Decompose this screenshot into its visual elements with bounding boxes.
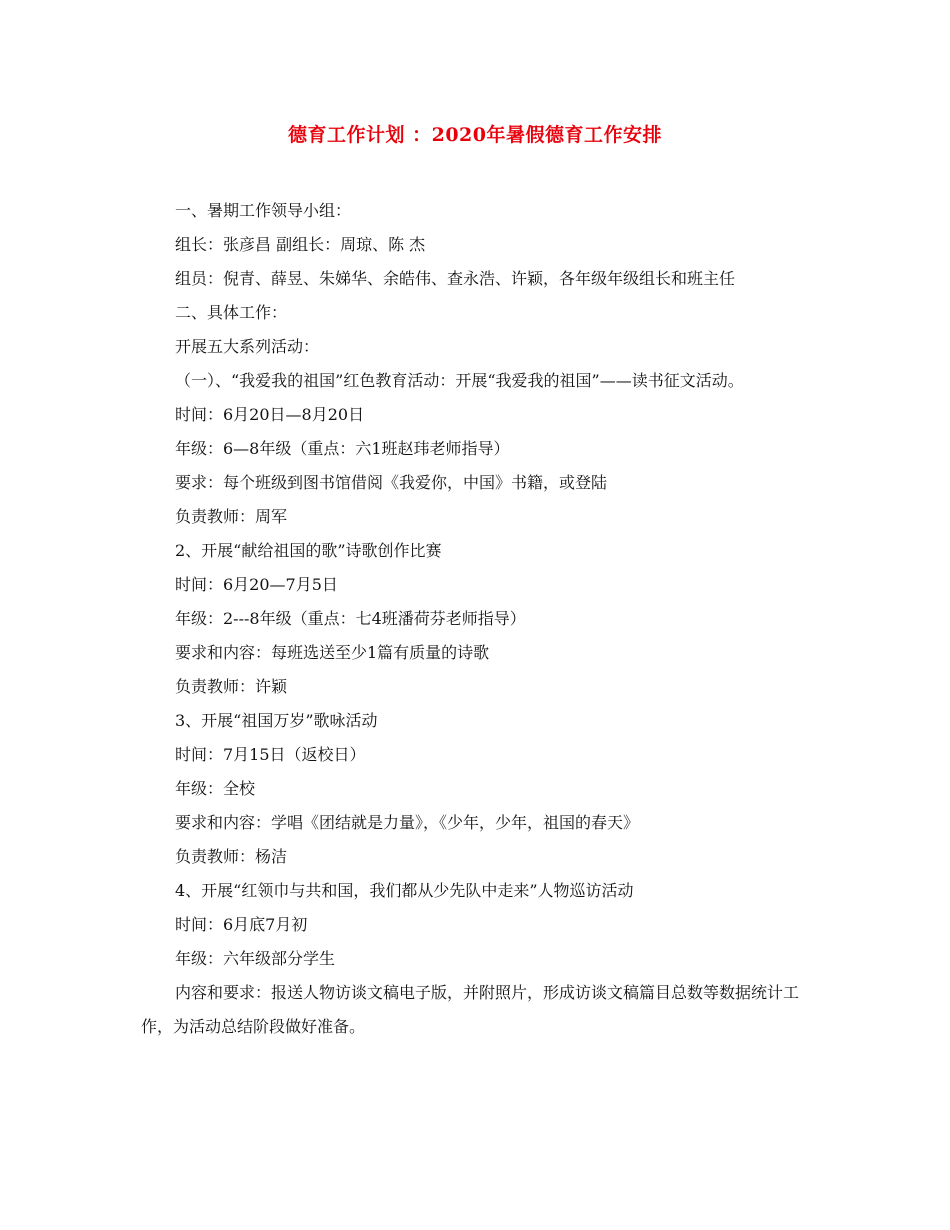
paragraph-activity-3: 3、开展“祖国万岁”歌咏活动: [175, 711, 378, 730]
paragraph-activity-2-time: 时间：6月20—7月5日: [175, 575, 338, 594]
paragraph-activity-4-requirement: 内容和要求：报送人物访谈文稿电子版，并附照片，形成访谈文稿篇目总数等数据统计工作，为活动总结阶段做好准备。: [141, 983, 800, 1036]
paragraph-activity-2: 2、开展“献给祖国的歌”诗歌创作比赛: [175, 541, 442, 560]
paragraph-five-series: 开展五大系列活动：: [175, 337, 320, 356]
paragraph-group-leader: 组长：张彦昌 副组长：周琼、陈 杰: [175, 235, 426, 254]
paragraph-activity-4-grade: 年级：六年级部分学生: [175, 949, 336, 968]
paragraph-leadership-heading: 一、暑期工作领导小组：: [175, 201, 352, 220]
document-body: [141, 194, 816, 1044]
paragraph-activity-1: （一）、“我爱我的祖国”红色教育活动：开展“我爱我的祖国”——读书征文活动。: [175, 371, 744, 390]
paragraph-specific-work-heading: 二、具体工作：: [175, 303, 288, 322]
paragraph-activity-3-requirement: 要求和内容：学唱《团结就是力量》，《少年，少年，祖国的春天》: [175, 813, 640, 832]
paragraph-group-members: 组员：倪青、薛昱、朱娣华、余皓伟、查永浩、许颖，各年级年级组长和班主任: [175, 269, 736, 288]
paragraph-activity-4: 4、开展“红领巾与共和国，我们都从少先队中走来”人物巡访活动: [175, 881, 634, 900]
paragraph-activity-3-teacher: 负责教师：杨洁: [175, 847, 288, 866]
paragraph-activity-2-teacher: 负责教师：许颖: [175, 677, 288, 696]
paragraph-activity-2-requirement: 要求和内容：每班选送至少1篇有质量的诗歌: [175, 643, 490, 662]
paragraph-activity-2-grade: 年级：2---8年级（重点：七4班潘荷芬老师指导）: [175, 609, 526, 628]
paragraph-activity-1-teacher: 负责教师：周军: [175, 507, 288, 526]
paragraph-activity-3-grade: 年级：全校: [175, 779, 256, 798]
paragraph-activity-1-requirement: 要求：每个班级到图书馆借阅《我爱你，中国》书籍，或登陆: [175, 473, 608, 492]
paragraph-activity-4-time: 时间：6月底7月初: [175, 915, 308, 934]
paragraph-activity-1-time: 时间：6月20日—8月20日: [175, 405, 365, 424]
document-title: 德育工作计划 ：2020年暑假德育工作安排: [288, 124, 662, 146]
paragraph-activity-1-grade: 年级：6—8年级（重点：六1班赵玮老师指导）: [175, 439, 510, 458]
paragraph-activity-3-time: 时间：7月15日（返校日）: [175, 745, 366, 764]
